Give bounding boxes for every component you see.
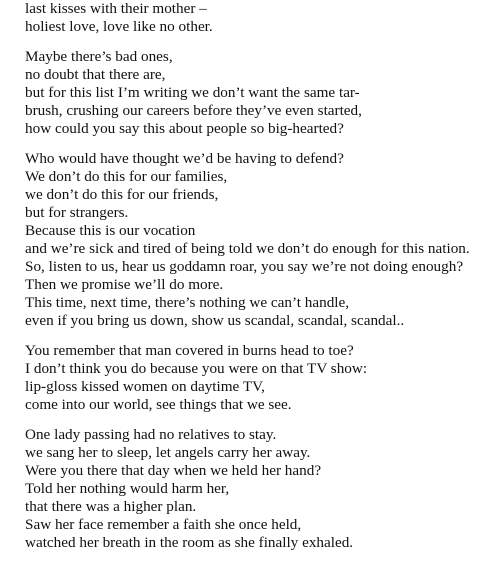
poem-line: lip-gloss kissed women on daytime TV, [25, 378, 265, 395]
poem-line: So, listen to us, hear us goddamn roar, you say we’re not doing enough? [25, 258, 464, 275]
poem-line: Told her nothing would harm her, [25, 480, 230, 497]
stanza-2 [25, 48, 495, 138]
poem-line: we sang her to sleep, let angels carry her away. [25, 444, 311, 461]
poem-line: but for strangers. [25, 204, 129, 221]
poem-line: One lady passing had no relatives to stay. [25, 426, 277, 443]
poem-line: we don’t do this for our friends, [25, 186, 219, 203]
poem-line: how could you say this about people so big-hearted? [25, 120, 344, 137]
poem-line: even if you bring us down, show us scandal, scandal, scandal.. [25, 312, 405, 329]
poem-line: Who would have thought we’d be having to defend? [25, 150, 344, 167]
poem-line: Saw her face remember a faith she once held, [25, 516, 302, 533]
poem-line: We don’t do this for our families, [25, 168, 228, 185]
stanza-5 [25, 426, 495, 552]
poem-line: Maybe there’s bad ones, [25, 48, 173, 65]
poem-line: watched her breath in the room as she finally exhaled. [25, 534, 354, 551]
poem-line: holiest love, love like no other. [25, 18, 213, 35]
poem-line: but for this list I’m writing we don’t want the same tar- [25, 84, 360, 101]
poem-line: Were you there that day when we held her hand? [25, 462, 322, 479]
stanza-1 [25, 0, 495, 36]
poem-line: Because this is our vocation [25, 222, 196, 239]
poem-line: brush, crushing our careers before they’ve even started, [25, 102, 362, 119]
poem-line: and we’re sick and tired of being told we don’t do enough for this nation. [25, 240, 470, 257]
poem-line: This time, next time, there’s nothing we can’t handle, [25, 294, 350, 311]
poem-line: no doubt that there are, [25, 66, 166, 83]
poem-line: last kisses with their mother – [25, 0, 207, 17]
poem-line: that there was a higher plan. [25, 498, 197, 515]
stanza-3 [25, 150, 495, 330]
poem-line: I don’t think you do because you were on that TV show: [25, 360, 368, 377]
stanza-4 [25, 342, 495, 414]
poem-line: come into our world, see things that we see. [25, 396, 292, 413]
poem-line: Then we promise we’ll do more. [25, 276, 224, 293]
poem-line: You remember that man covered in burns head to toe? [25, 342, 354, 359]
poem-page [25, 0, 495, 564]
